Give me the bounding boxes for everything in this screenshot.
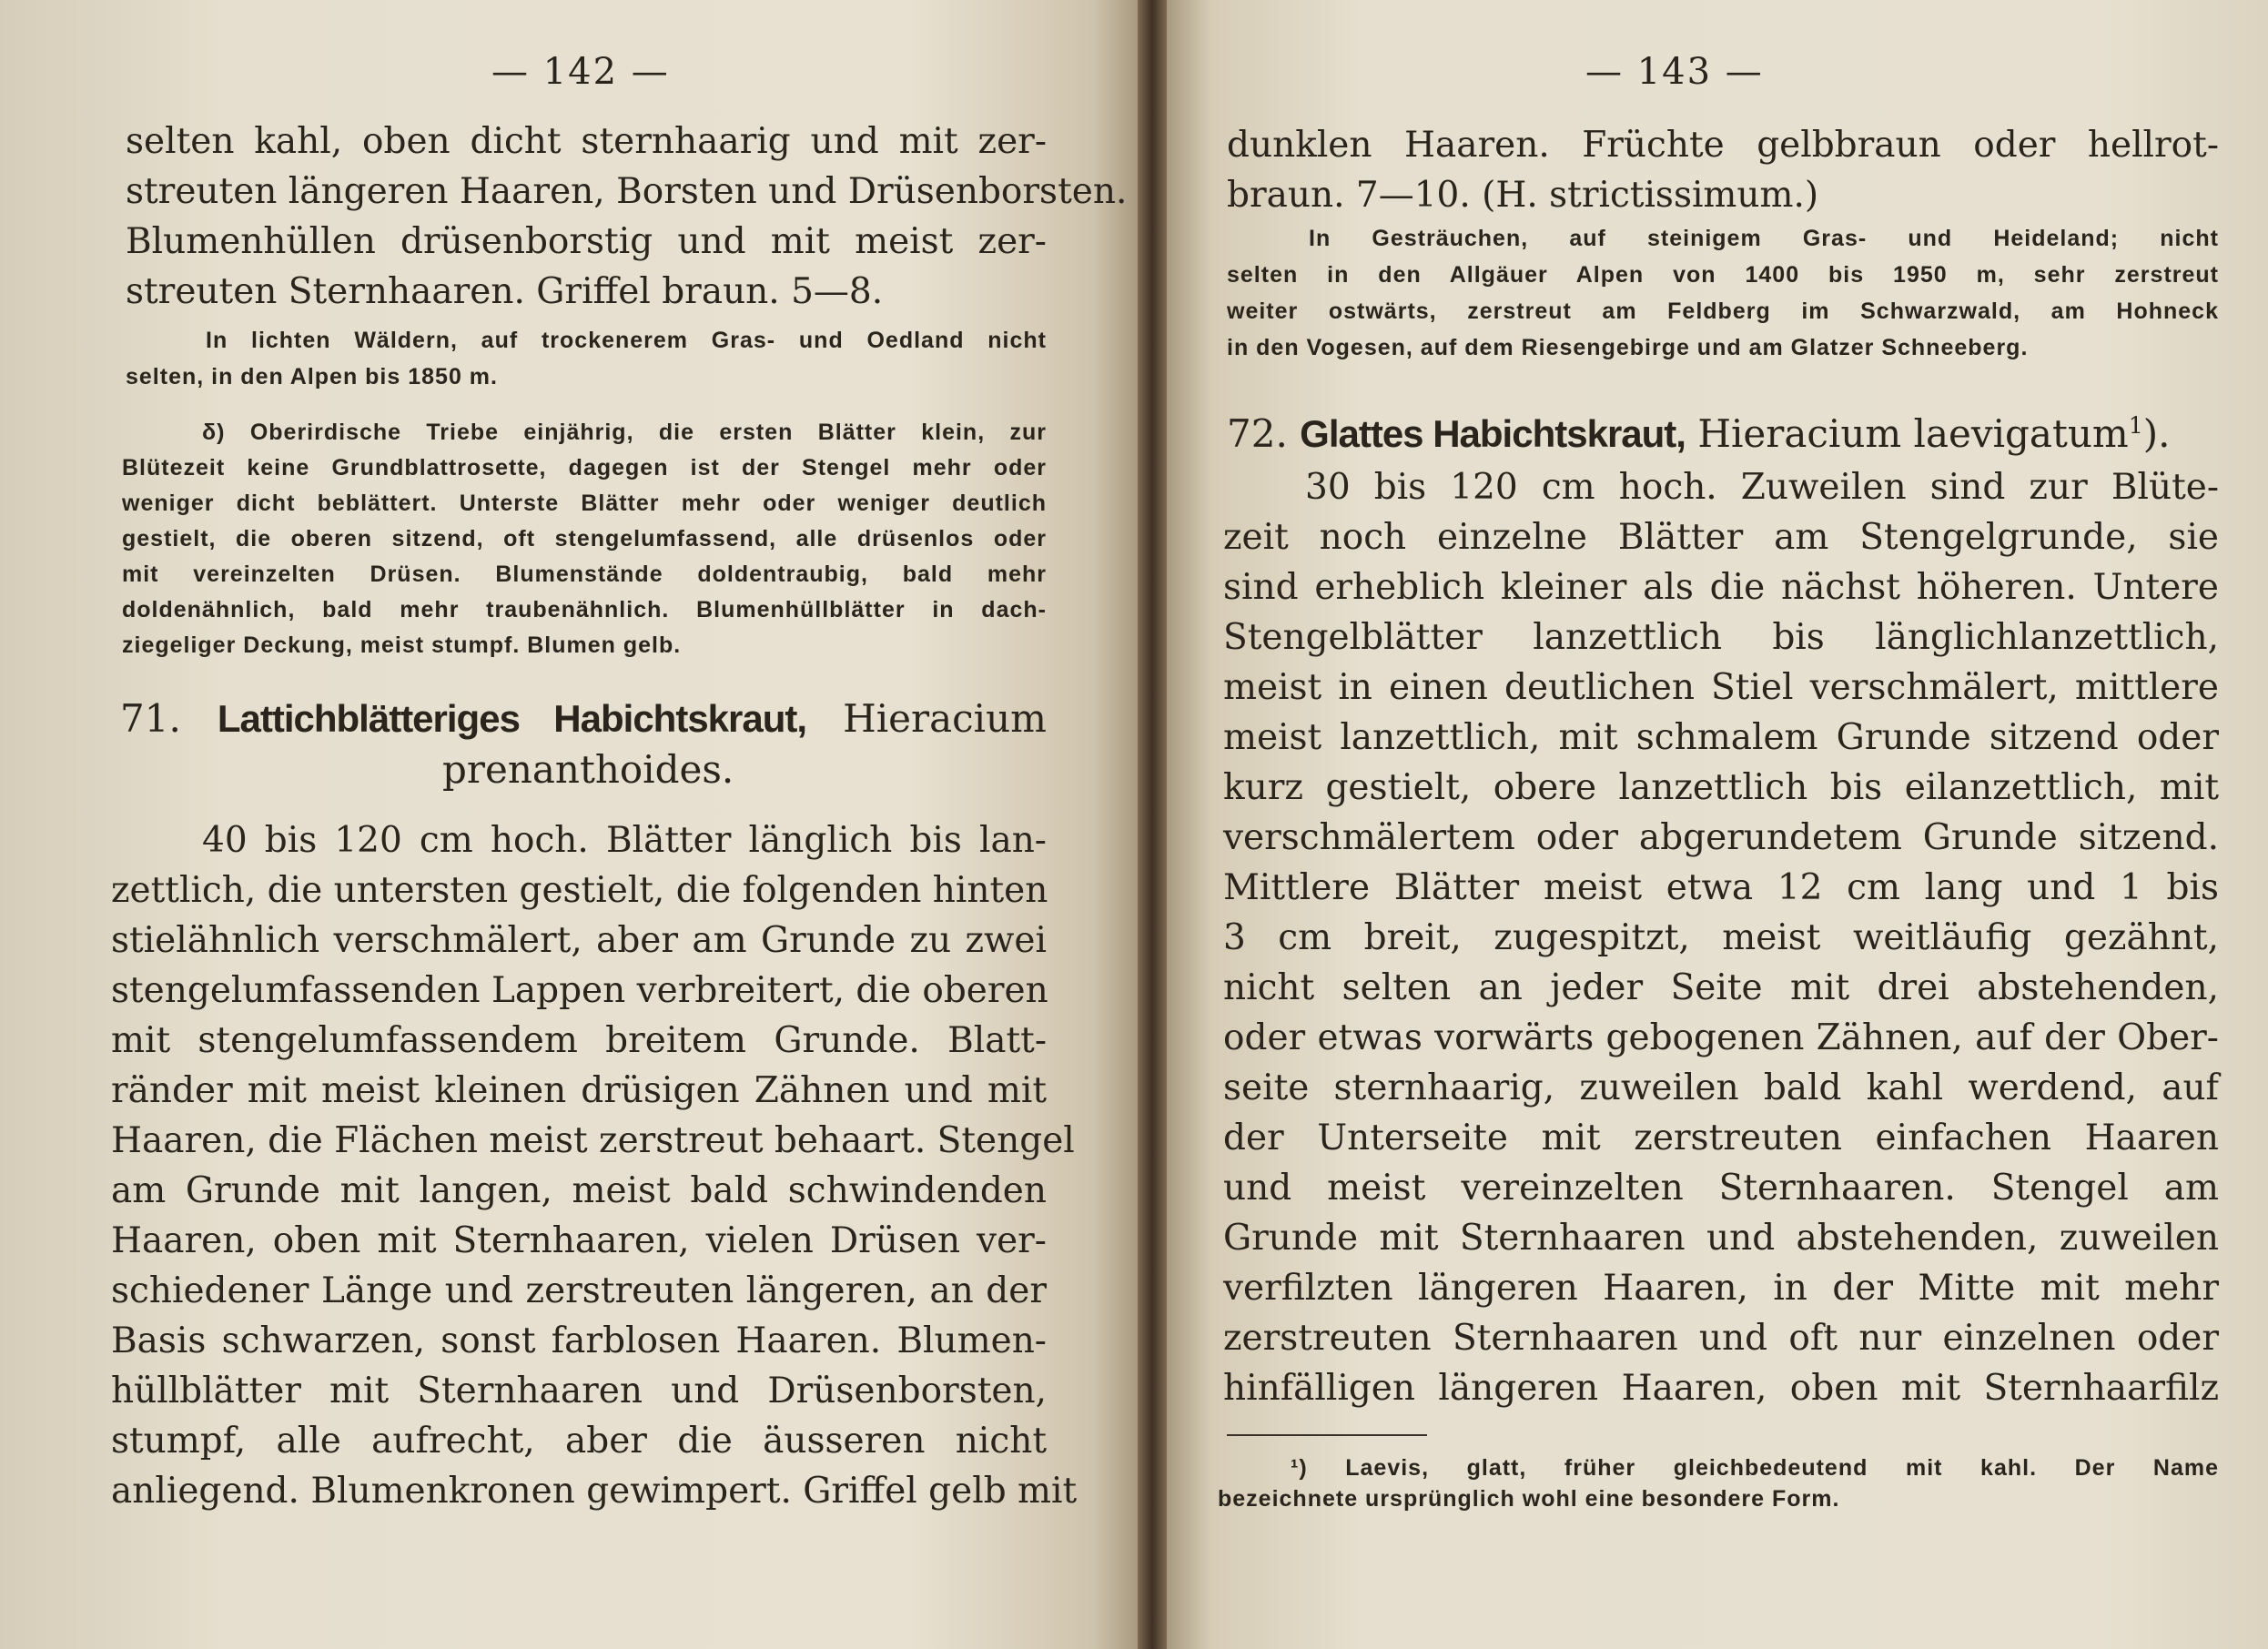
text-line: weniger dicht beblättert. Unterste Blätter mehr oder weniger deutlich xyxy=(122,491,1047,516)
text-line: weiter ostwärts, zerstreut am Feldberg im Schwarzwald, am Hohneck xyxy=(1227,298,2219,324)
species-common-name: Lattichblätteriges Habichtskraut, xyxy=(217,697,807,740)
text-line: mit vereinzelten Drüsen. Blumenstände doldentraubig, bald mehr xyxy=(122,561,1047,587)
text-line: streuten Sternhaaren. Griffel braun. 5—8. xyxy=(126,271,884,312)
text-line: in den Vogesen, auf dem Riesengebirge und am Glatzer Schneeberg. xyxy=(1227,335,2029,360)
text-line: oder etwas vorwärts gebogenen Zähnen, auf der Ober- xyxy=(1223,1017,2219,1058)
text-line: meist lanzettlich, mit schmalem Grunde sitzend oder xyxy=(1223,717,2219,758)
species-latin-name: Hieracium laevigatum xyxy=(1697,411,2129,456)
footnote xyxy=(1218,1452,2219,1514)
species-number: 71. xyxy=(120,696,181,741)
text-line: verfilzten längeren Haaren, in der Mitte mit mehr xyxy=(1223,1268,2219,1309)
text-line: der Unterseite mit zerstreuten einfachen Haaren xyxy=(1223,1118,2219,1158)
text-line: 30 bis 120 cm hoch. Zuweilen sind zur Blüte- xyxy=(1305,467,2219,508)
text-line: anliegend. Blumenkronen gewimpert. Griffel gelb mit xyxy=(111,1471,1078,1512)
text-line: 40 bis 120 cm hoch. Blätter länglich bis lan- xyxy=(202,820,1047,861)
text-line: mit stengelumfassendem breitem Grunde. Blatt- xyxy=(111,1020,1047,1061)
text-line: hüllblätter mit Sternhaaren und Drüsenborsten, xyxy=(111,1371,1047,1411)
text-line: meist in einen deutlichen Stiel verschmälert, mittlere xyxy=(1223,667,2219,708)
species-latin-name: Hieracium xyxy=(843,696,1047,741)
text-line: Basis schwarzen, sonst farblosen Haaren. Blumen- xyxy=(111,1320,1047,1361)
page-number: — 142 — xyxy=(491,51,670,93)
text-line: selten, in den Alpen bis 1850 m. xyxy=(126,364,498,389)
continued-paragraph xyxy=(1227,120,2219,220)
text-line: bezeichnete ursprünglich wohl eine besondere Form. xyxy=(1218,1486,1840,1512)
text-line: selten in den Allgäuer Alpen von 1400 bis 1950 m, sehr zerstreut xyxy=(1227,262,2219,288)
text-line: doldenähnlich, bald mehr traubenähnlich. Blumenhüllblätter in dach- xyxy=(122,597,1047,622)
text-line: dunklen Haaren. Früchte gelbbraun oder hellrot- xyxy=(1227,125,2219,166)
species-description xyxy=(111,815,1078,1516)
text-line: am Grunde mit langen, meist bald schwindenden xyxy=(111,1170,1047,1211)
book-gutter xyxy=(1138,0,1167,1649)
text-line: Haaren, oben mit Sternhaaren, vielen Drüsen ver- xyxy=(111,1220,1047,1261)
text-line: ziegeliger Deckung, meist stumpf. Blumen gelb. xyxy=(122,632,682,658)
text-line: streuten längeren Haaren, Borsten und Drüsenborsten. xyxy=(126,171,1128,212)
text-line: In Gesträuchen, auf steinigem Gras- und Heideland; nicht xyxy=(1309,226,2219,251)
species-latin-name-cont: prenanthoides. xyxy=(442,747,734,792)
text-line: und meist vereinzelten Sternhaaren. Stengel am xyxy=(1223,1168,2219,1209)
continued-paragraph xyxy=(126,116,1128,317)
text-line: zerstreuten Sternhaaren und oft nur einzelnen oder xyxy=(1223,1318,2219,1359)
text-line: δ) Oberirdische Triebe einjährig, die ersten Blätter klein, zur xyxy=(202,420,1047,445)
footnote-rule xyxy=(1227,1434,1427,1436)
text-line: gestielt, die oberen sitzend, oft stengelumfassend, alle drüsenlos oder xyxy=(122,526,1047,551)
footnote-mark: 1 xyxy=(2128,412,2143,439)
text-line: stumpf, alle aufrecht, aber die äusseren nicht xyxy=(111,1421,1047,1462)
text-line: Mittlere Blätter meist etwa 12 cm lang und 1 bis xyxy=(1223,867,2219,908)
species-common-name: Glattes Habichtskraut, xyxy=(1300,412,1686,455)
group-description xyxy=(122,415,1047,663)
text-line: In lichten Wäldern, auf trockenerem Gras- und Oedland nicht xyxy=(206,328,1047,353)
text-line: ränder mit meist kleinen drüsigen Zähnen und mit xyxy=(111,1070,1047,1111)
species-description xyxy=(1223,462,2219,1413)
text-line: schiedener Länge und zerstreuten längeren, an der xyxy=(111,1270,1047,1311)
heading-end: ). xyxy=(2142,411,2171,456)
habitat-note xyxy=(1227,220,2219,366)
text-line: hinfälligen längeren Haaren, oben mit Sternhaarfilz xyxy=(1223,1368,2219,1409)
text-line: zeit noch einzelne Blätter am Stengelgrunde, sie xyxy=(1223,517,2219,558)
text-line: stielähnlich verschmälert, aber am Grunde zu zwei xyxy=(111,920,1047,961)
text-line: Stengelblätter lanzettlich bis länglichlanzettlich, xyxy=(1223,617,2219,658)
species-number: 72. xyxy=(1227,411,1288,456)
text-line: braun. 7—10. (H. strictissimum.) xyxy=(1227,175,1819,216)
text-line: Grunde mit Sternhaaren und abstehenden, zuweilen xyxy=(1223,1218,2219,1259)
text-line: seite sternhaarig, zuweilen bald kahl werdend, auf xyxy=(1223,1067,2219,1108)
text-line: sind erheblich kleiner als die nächst höheren. Untere xyxy=(1223,567,2219,608)
text-line: Blütezeit keine Grundblattrosette, dagegen ist der Stengel mehr oder xyxy=(122,455,1047,481)
text-line: selten kahl, oben dicht sternhaarig und mit zer- xyxy=(126,121,1047,162)
text-line: kurz gestielt, obere lanzettlich bis eilanzettlich, mit xyxy=(1223,767,2219,808)
text-line: Haaren, die Flächen meist zerstreut behaart. Stengel xyxy=(111,1120,1075,1161)
text-line: ¹) Laevis, glatt, früher gleichbedeutend mit kahl. Der Name xyxy=(1291,1455,2219,1481)
page-number: — 143 — xyxy=(1585,51,1764,93)
text-line: verschmälertem oder abgerundetem Grunde sitzend. xyxy=(1223,817,2219,858)
species-heading xyxy=(1227,400,2228,460)
text-line: 3 cm breit, zugespitzt, meist weitläufig gezähnt, xyxy=(1223,917,2219,958)
text-line: stengelumfassenden Lappen verbreitert, die oberen xyxy=(111,970,1048,1011)
text-line: zettlich, die untersten gestielt, die folgenden hinten xyxy=(111,870,1048,911)
habitat-note xyxy=(126,322,1047,395)
text-line: Blumenhüllen drüsenborstig und mit meist zer- xyxy=(126,221,1047,262)
species-heading xyxy=(120,693,1047,795)
text-line: nicht selten an jeder Seite mit drei abstehenden, xyxy=(1223,967,2219,1008)
right-page xyxy=(1167,0,2268,1649)
